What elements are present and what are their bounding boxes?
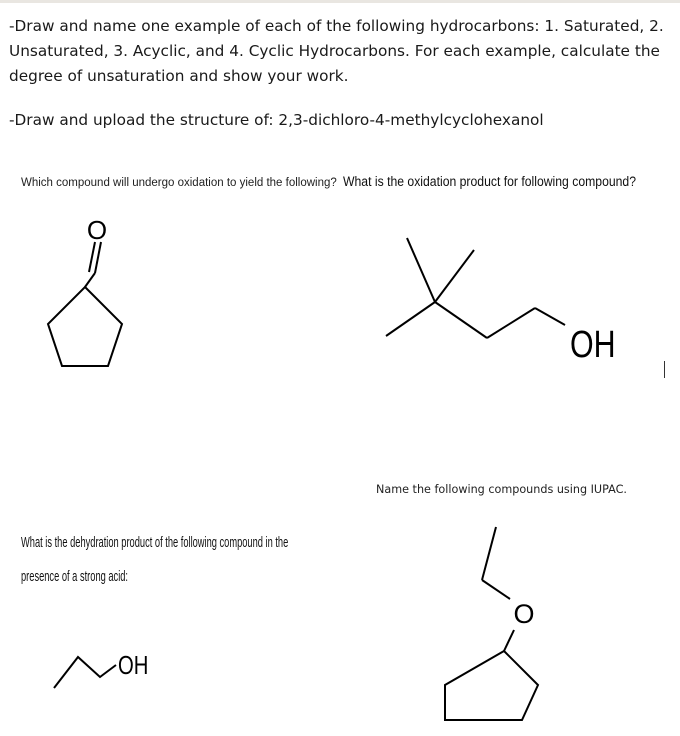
question-dehydration-line2: presence of a strong acid: [21, 568, 129, 585]
structure-ethoxycyclopentane [430, 520, 560, 730]
bond-ethyl-2 [482, 580, 510, 599]
bond-methyl-2 [435, 250, 474, 302]
top-border [0, 0, 680, 3]
question-hydrocarbons: -Draw and name one example of each of the following hydrocarbons: 1. Saturated, 2. Unsaturated, 3. Acyclic, and 4. Cyclic Hydrocarbons. For each example, calculate the degree of unsaturation and show your work. [9, 17, 664, 85]
atom-hydroxyl: OH [117, 650, 149, 680]
structure-butanol [48, 630, 178, 700]
atom-oxygen: O [513, 599, 535, 629]
structure-cyclopentanecarbaldehyde [40, 205, 140, 375]
carbon-chain [54, 657, 116, 688]
double-bond-b [89, 242, 95, 272]
bond-methyl-3 [386, 302, 435, 336]
question-draw-structure: -Draw and upload the structure of: 2,3-dichloro-4-methylcyclohexanol [9, 111, 544, 129]
text-cursor [664, 361, 665, 378]
bond-ring-oxygen [504, 630, 514, 651]
bond-methyl-1 [407, 238, 435, 302]
bond-ring-carbon [85, 273, 95, 287]
atom-oxygen: O [86, 215, 108, 245]
question-oxidation-product: What is the oxidation product for following compound? [343, 174, 637, 190]
question-oxidation-reactant: Which compound will undergo oxidation to yield the following? [21, 177, 337, 189]
bond-ethyl-1 [482, 527, 496, 580]
bond-chain-1 [435, 302, 487, 338]
cyclopentane-ring [445, 651, 538, 720]
atom-hydroxyl: OH [570, 323, 616, 366]
bond-chain-3 [535, 308, 565, 325]
question-dehydration-line1: What is the dehydration product of the following compound in the [21, 534, 289, 551]
double-bond-a [95, 242, 101, 273]
bond-chain-2 [487, 308, 535, 338]
structure-alcohol-oxidation [380, 230, 640, 370]
cyclopentane-ring [48, 287, 122, 366]
question-iupac-naming: Name the following compounds using IUPAC. [376, 483, 627, 496]
